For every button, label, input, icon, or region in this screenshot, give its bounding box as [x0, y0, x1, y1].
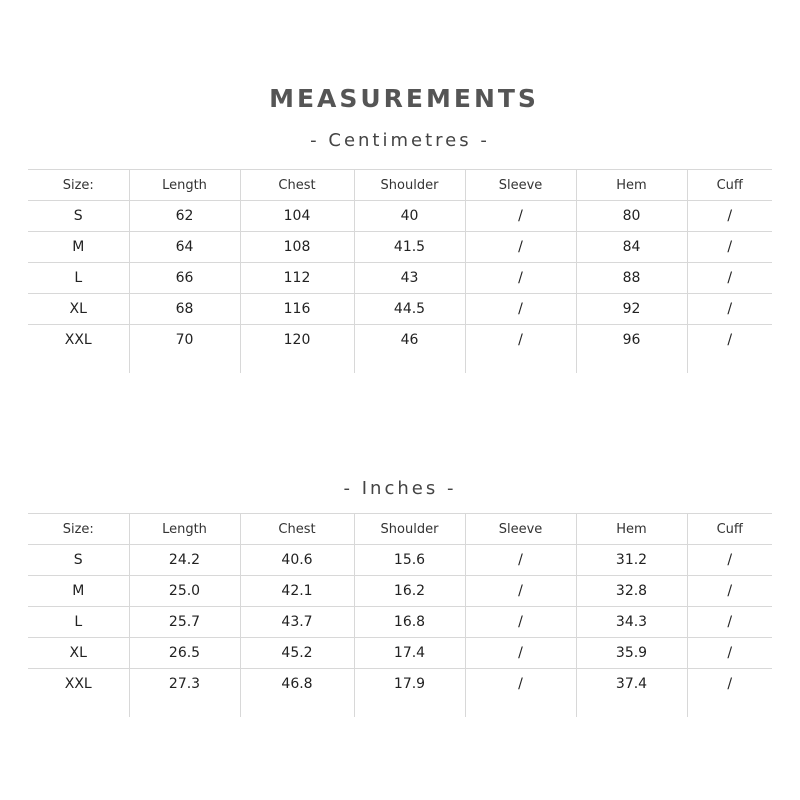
cell-length: 68	[129, 294, 240, 325]
cell-shoulder: 17.9	[354, 669, 465, 718]
inches-size-table	[28, 513, 772, 717]
cell-size: XL	[28, 638, 129, 669]
header-hem: Hem	[576, 514, 687, 545]
cell-chest: 116	[240, 294, 354, 325]
cell-length: 26.5	[129, 638, 240, 669]
cell-sleeve: /	[465, 669, 576, 718]
table-row	[28, 294, 772, 325]
cell-cuff: /	[687, 201, 772, 232]
cell-length: 27.3	[129, 669, 240, 718]
table-row	[28, 576, 772, 607]
cell-sleeve: /	[465, 545, 576, 576]
cell-hem: 35.9	[576, 638, 687, 669]
cell-size: S	[28, 545, 129, 576]
table-row	[28, 607, 772, 638]
cell-size: XXL	[28, 325, 129, 374]
cell-length: 62	[129, 201, 240, 232]
table-header-row	[28, 170, 772, 201]
centimetres-subtitle: - Centimetres -	[310, 130, 490, 151]
table-row	[28, 638, 772, 669]
cell-sleeve: /	[465, 294, 576, 325]
cell-cuff: /	[687, 545, 772, 576]
header-cuff: Cuff	[687, 170, 772, 201]
cell-chest: 43.7	[240, 607, 354, 638]
cell-sleeve: /	[465, 325, 576, 374]
cell-size: M	[28, 576, 129, 607]
cell-hem: 84	[576, 232, 687, 263]
cell-hem: 32.8	[576, 576, 687, 607]
table-row	[28, 669, 772, 718]
cell-cuff: /	[687, 232, 772, 263]
cell-size: XL	[28, 294, 129, 325]
cell-size: L	[28, 263, 129, 294]
cell-shoulder: 16.2	[354, 576, 465, 607]
header-length: Length	[129, 514, 240, 545]
centimetres-size-table	[28, 169, 772, 373]
cell-hem: 80	[576, 201, 687, 232]
cell-length: 25.0	[129, 576, 240, 607]
cell-cuff: /	[727, 332, 733, 348]
cell-shoulder: 16.8	[354, 607, 465, 638]
cell-cuff: /	[687, 576, 772, 607]
header-sleeve: Sleeve	[465, 170, 576, 201]
page-title: MEASUREMENTS	[269, 84, 539, 113]
cell-chest: 46.8	[240, 669, 354, 718]
cell-hem: 96	[576, 325, 687, 374]
cell-sleeve: /	[465, 201, 576, 232]
cell-chest: 42.1	[240, 576, 354, 607]
cell-cuff: /	[727, 676, 733, 692]
header-cuff: Cuff	[687, 514, 772, 545]
header-hem: Hem	[576, 170, 687, 201]
cell-length: 64	[129, 232, 240, 263]
cell-shoulder: 44.5	[354, 294, 465, 325]
cell-shoulder: 40	[354, 201, 465, 232]
cell-cuff: /	[687, 263, 772, 294]
cell-hem: 37.4	[576, 669, 687, 718]
cell-chest: 45.2	[240, 638, 354, 669]
header-length: Length	[129, 170, 240, 201]
cell-cuff: /	[687, 638, 772, 669]
cell-length: 24.2	[129, 545, 240, 576]
cell-size: XXL	[28, 669, 129, 718]
header-chest: Chest	[240, 514, 354, 545]
header-chest: Chest	[240, 170, 354, 201]
cell-cuff: /	[687, 294, 772, 325]
cell-chest: 40.6	[240, 545, 354, 576]
cell-shoulder: 17.4	[354, 638, 465, 669]
table-row	[28, 545, 772, 576]
inches-subtitle: - Inches -	[343, 478, 457, 499]
header-shoulder: Shoulder	[354, 170, 465, 201]
header-size: Size:	[28, 170, 129, 201]
table-row	[28, 325, 772, 374]
cell-hem: 92	[576, 294, 687, 325]
cell-sleeve: /	[465, 232, 576, 263]
table-row	[28, 201, 772, 232]
cell-hem: 34.3	[576, 607, 687, 638]
cell-length: 25.7	[129, 607, 240, 638]
cell-hem: 88	[576, 263, 687, 294]
cell-sleeve: /	[465, 638, 576, 669]
cell-length: 66	[129, 263, 240, 294]
cell-sleeve: /	[465, 263, 576, 294]
cell-sleeve: /	[465, 607, 576, 638]
cell-chest: 112	[240, 263, 354, 294]
header-shoulder: Shoulder	[354, 514, 465, 545]
cell-size: L	[28, 607, 129, 638]
table-row	[28, 232, 772, 263]
cell-chest: 120	[240, 325, 354, 374]
cell-hem: 31.2	[576, 545, 687, 576]
cell-shoulder: 41.5	[354, 232, 465, 263]
header-size: Size:	[28, 514, 129, 545]
cell-cuff: /	[687, 607, 772, 638]
cell-size: M	[28, 232, 129, 263]
header-sleeve: Sleeve	[465, 514, 576, 545]
cell-shoulder: 46	[354, 325, 465, 374]
cell-shoulder: 43	[354, 263, 465, 294]
cell-shoulder: 15.6	[354, 545, 465, 576]
cell-chest: 104	[240, 201, 354, 232]
cell-sleeve: /	[465, 576, 576, 607]
table-row	[28, 263, 772, 294]
cell-size: S	[28, 201, 129, 232]
cell-length: 70	[129, 325, 240, 374]
table-header-row	[28, 514, 772, 545]
cell-chest: 108	[240, 232, 354, 263]
